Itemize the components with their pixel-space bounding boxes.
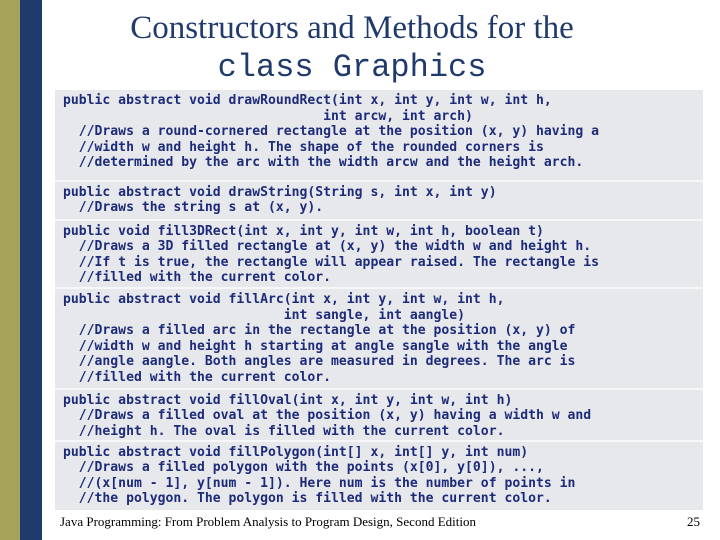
- method-block-drawstring: [55, 182, 703, 221]
- method-block-fillpolygon: [55, 442, 703, 510]
- left-decorative-bar: [0, 0, 20, 540]
- method-description: //Draws a filled oval at the position (x, y) having a width w and //height h. The oval is filled with the current color.: [78, 408, 592, 439]
- slide-title: [42, 6, 662, 86]
- method-block-drawroundrect: [55, 90, 703, 182]
- page-number: 25: [687, 514, 700, 529]
- title-line-1: Constructors and Methods for the: [130, 10, 574, 46]
- method-block-filloval: [55, 390, 703, 442]
- method-table: [55, 90, 703, 510]
- method-block-fillarc: [55, 289, 703, 390]
- footer-book-title: Java Programming: From Problem Analysis to Program Design, Second Edition: [60, 514, 476, 529]
- method-signature: public abstract void drawString(String s, int x, int y): [63, 185, 497, 200]
- method-description: //Draws the string s at (x, y).: [63, 200, 324, 215]
- method-signature: public abstract void fillOval(int x, int y, int w, int h): [63, 393, 513, 408]
- method-description: //Draws a 3D filled rectangle at (x, y) the width w and height h. //If t is true, the rectangle will appear raised. The rectangle is //filled with the current color.: [78, 239, 600, 286]
- method-block-fill3drect: [55, 221, 703, 289]
- method-signature: public abstract void fillArc(int x, int y, int w, int h, int sangle, int aangle): [63, 292, 505, 323]
- left-accent-bar: [20, 0, 42, 540]
- method-signature: public abstract void fillPolygon(int[] x, int[] y, int num): [63, 445, 529, 460]
- method-signature: public abstract void drawRoundRect(int x, int y, int w, int h, int arcw, int arch): [63, 93, 552, 124]
- method-signature: public void fill3DRect(int x, int y, int w, int h, boolean t): [63, 224, 544, 239]
- title-line-2: class Graphics: [217, 49, 487, 86]
- method-description: //Draws a filled polygon with the points (x[0], y[0]), ..., //(x[num - 1], y[num - 1]). Here num is the number of points in //the polygon. The polygon is filled with the current color.: [78, 460, 576, 507]
- method-description: //Draws a filled arc in the rectangle at the position (x, y) of //width w and height h starting at angle sangle with the angle //angle aangle. Both angles are measured in degrees. The arc is //filled with the current color.: [78, 323, 576, 385]
- method-description: //Draws a round-cornered rectangle at the position (x, y) having a //width w and height h. The shape of the rounded corners is //determined by the arc with the width arcw and the height arch.: [78, 124, 600, 171]
